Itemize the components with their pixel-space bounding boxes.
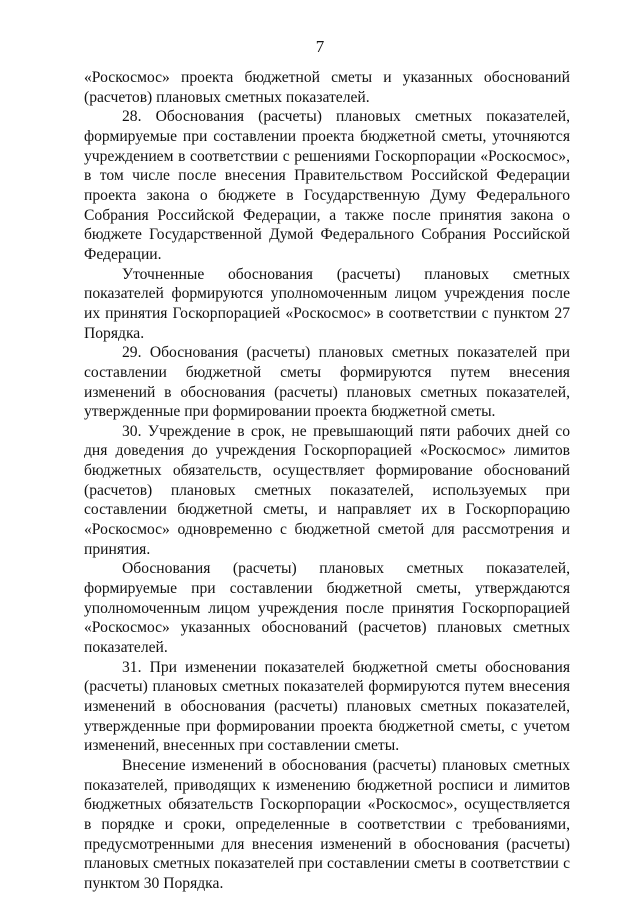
paragraph-clause-29: 29. Обоснования (расчеты) плановых сметных показателей при составлении бюджетной сметы формируются путем внесения изменений в обоснования (расчеты) плановых сметных показателей, утвержденные при формировании проекта бюджетной сметы. [84, 344, 570, 421]
paragraph-clause-31: 31. При изменении показателей бюджетной сметы обоснования (расчеты) плановых сметных показателей формируются путем внесения изменений в обоснования (расчеты) плановых сметных показателей, утвержденные при формировании проекта бюджетной сметы, с учетом изменений, внесенных при составлении сметы. [84, 658, 570, 755]
paragraph-clause-31-changes: Внесение изменений в обоснования (расчеты) плановых сметных показателей, приводящих к изменению бюджетной росписи и лимитов бюджетных обязательств Госкорпорации «Роскосмос», осуществляется в порядке и сроки, определенные в соответствии с требованиями, предусмотренными для внесения изменений в обоснования (расчеты) плановых сметных показателей при составлении сметы в соответствии с пунктом 30 Порядка. [84, 756, 570, 892]
paragraph-clause-30-approval: Обоснования (расчеты) плановых сметных показателей, формируемые при составлении бюджетной сметы, утверждаются уполномоченным лицом учреждения после принятия Госкорпорацией «Роскосмос» указанных обоснований (расчетов) плановых сметных показателей. [84, 560, 570, 657]
paragraph-clause-28: 28. Обоснования (расчеты) плановых сметных показателей, формируемые при составлении проекта бюджетной сметы, уточняются учреждением в соответствии с решениями Госкорпорации «Роскосмос», в том числе после внесения Правительством Российской Федерации проекта закона о бюджете в Государственную Думу Федерального Собрания Российской Федерации, а также после принятия закона о бюджете Государственной Думой Федерального Собрания Российской Федерации. [84, 108, 570, 263]
page-number: 7 [315, 37, 325, 56]
paragraph-clause-30: 30. Учреждение в срок, не превышающий пяти рабочих дней со дня доведения до учреждения Госкорпорацией «Роскосмос» лимитов бюджетных обязательств, осуществляет формирование обоснований (расчетов) плановых сметных показателей, используемых при составлении бюджетной сметы, и направляет их в Госкорпорацию «Роскосмос» одновременно с бюджетной сметой для рассмотрения и принятия. [84, 422, 570, 558]
paragraph-clause-28-refined: Уточненные обоснования (расчеты) плановых сметных показателей формируются уполномоченным лицом учреждения после их принятия Госкорпорацией «Роскосмос» в соответствии с пунктом 27 Порядка. [84, 265, 570, 342]
paragraph-continuation: «Роскосмос» проекта бюджетной сметы и указанных обоснований (расчетов) плановых сметных показателей. [84, 69, 570, 106]
document-body [84, 68, 570, 894]
